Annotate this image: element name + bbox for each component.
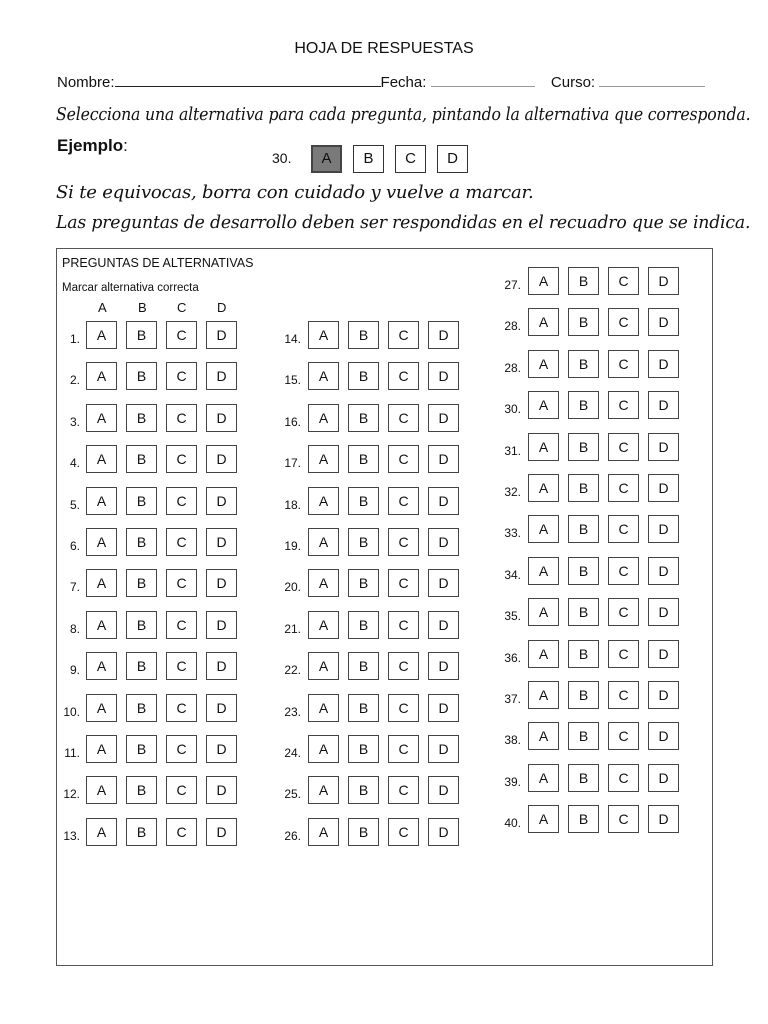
question-number: 37.	[504, 692, 521, 706]
answer-option-d[interactable]: D	[428, 487, 459, 515]
question-number: 39.	[504, 775, 521, 789]
question-number: 20.	[284, 580, 301, 594]
question-number: 22.	[284, 663, 301, 677]
answer-option-c[interactable]: C	[388, 818, 419, 846]
answer-option-d[interactable]: D	[648, 308, 679, 336]
question-number: 7.	[69, 580, 80, 594]
answer-option-d[interactable]: D	[206, 611, 237, 639]
answer-option-b[interactable]: B	[126, 735, 157, 763]
answer-option-d[interactable]: D	[428, 362, 459, 390]
answer-option-b[interactable]: B	[348, 652, 379, 680]
answer-option-d[interactable]: D	[648, 391, 679, 419]
question-number: 3.	[69, 415, 80, 429]
answer-option-c[interactable]: C	[608, 557, 639, 585]
answer-option-b[interactable]: B	[126, 487, 157, 515]
answer-option-c[interactable]: C	[166, 611, 197, 639]
question-number: 40.	[504, 816, 521, 830]
answer-option-c[interactable]: C	[608, 640, 639, 668]
question-number: 32.	[504, 485, 521, 499]
question-number: 24.	[284, 746, 301, 760]
answer-option-d[interactable]: D	[206, 569, 237, 597]
answer-option-a[interactable]: A	[86, 694, 117, 722]
curso-field[interactable]	[599, 72, 705, 87]
answer-option-b[interactable]: B	[348, 694, 379, 722]
answer-option-a[interactable]: A	[308, 445, 339, 473]
answer-option-c[interactable]: C	[608, 308, 639, 336]
answer-option-b[interactable]: B	[348, 404, 379, 432]
answer-option-b[interactable]: B	[126, 776, 157, 804]
answer-option-c[interactable]: C	[388, 776, 419, 804]
answer-option-c[interactable]: C	[166, 735, 197, 763]
question-number: 12.	[63, 787, 80, 801]
question-number: 34.	[504, 568, 521, 582]
answer-option-c[interactable]: C	[388, 694, 419, 722]
answer-option-d[interactable]: D	[206, 694, 237, 722]
answer-option-a[interactable]: A	[308, 362, 339, 390]
answer-option-b[interactable]: B	[568, 474, 599, 502]
answer-option-d[interactable]: D	[206, 818, 237, 846]
answer-option-b[interactable]: B	[348, 735, 379, 763]
answer-option-d[interactable]: D	[206, 487, 237, 515]
answer-option-d[interactable]: D	[648, 433, 679, 461]
answer-option-c[interactable]: C	[166, 694, 197, 722]
answer-option-d[interactable]: D	[648, 681, 679, 709]
answer-option-b[interactable]: B	[348, 611, 379, 639]
answer-option-a[interactable]: A	[528, 350, 559, 378]
answer-option-b[interactable]: B	[568, 681, 599, 709]
question-number: 26.	[284, 829, 301, 843]
answer-option-a[interactable]: A	[528, 640, 559, 668]
page-title: HOJA DE RESPUESTAS	[294, 40, 474, 57]
answer-option-c[interactable]: C	[388, 569, 419, 597]
example-label	[57, 136, 128, 156]
answer-option-a[interactable]: A	[308, 321, 339, 349]
answer-option-c[interactable]: C	[388, 487, 419, 515]
instruction-line-3: Las preguntas de desarrollo deben ser respondidas en el recuadro que se indica.	[56, 212, 751, 233]
answer-option-d[interactable]: D	[648, 267, 679, 295]
answer-option-b[interactable]: B	[568, 391, 599, 419]
answer-option-c[interactable]: C	[388, 652, 419, 680]
answer-option-d[interactable]: D	[206, 362, 237, 390]
answer-option-b[interactable]: B	[126, 569, 157, 597]
answer-option-c[interactable]: C	[608, 764, 639, 792]
answer-option-d[interactable]: D	[648, 640, 679, 668]
question-number: 31.	[504, 444, 521, 458]
question-number: 10.	[63, 705, 80, 719]
answer-option-c[interactable]: C	[166, 487, 197, 515]
question-number: 33.	[504, 526, 521, 540]
question-number: 21.	[284, 622, 301, 636]
answer-option-b[interactable]: B	[348, 776, 379, 804]
answer-option-b[interactable]: B	[126, 652, 157, 680]
nombre-field[interactable]	[115, 72, 381, 87]
answer-option-d[interactable]: D	[428, 652, 459, 680]
answer-option-a[interactable]: A	[308, 652, 339, 680]
answer-option-a[interactable]: A	[528, 764, 559, 792]
question-number: 30.	[504, 402, 521, 416]
answer-option-b[interactable]: B	[348, 818, 379, 846]
question-number: 18.	[284, 498, 301, 512]
answer-option-a[interactable]: A	[86, 321, 117, 349]
answer-option-d[interactable]: D	[206, 445, 237, 473]
example-option-b: B	[353, 145, 384, 173]
answer-option-d[interactable]: D	[428, 735, 459, 763]
answer-option-b[interactable]: B	[126, 362, 157, 390]
answer-option-c[interactable]: C	[166, 818, 197, 846]
answer-option-d[interactable]: D	[428, 569, 459, 597]
answer-option-c[interactable]: C	[166, 652, 197, 680]
answer-option-c[interactable]: C	[608, 805, 639, 833]
answer-option-a[interactable]: A	[308, 735, 339, 763]
example-option-c: C	[395, 145, 426, 173]
answer-option-c[interactable]: C	[608, 474, 639, 502]
answer-option-b[interactable]: B	[126, 611, 157, 639]
answer-option-c[interactable]: C	[388, 362, 419, 390]
nombre-label: Nombre:	[57, 74, 115, 91]
question-number: 13.	[63, 829, 80, 843]
answer-option-a[interactable]: A	[86, 487, 117, 515]
answer-option-a[interactable]: A	[528, 598, 559, 626]
answer-option-a[interactable]: A	[308, 569, 339, 597]
column-header-d: D	[217, 300, 227, 315]
answer-option-b[interactable]: B	[126, 528, 157, 556]
answer-option-b[interactable]: B	[568, 557, 599, 585]
answer-option-d[interactable]: D	[428, 528, 459, 556]
answer-option-c[interactable]: C	[608, 391, 639, 419]
answer-option-a[interactable]: A	[308, 611, 339, 639]
answer-option-c[interactable]: C	[166, 569, 197, 597]
answer-option-c[interactable]: C	[388, 404, 419, 432]
answer-option-a[interactable]: A	[528, 722, 559, 750]
answer-option-a[interactable]: A	[86, 362, 117, 390]
question-number: 17.	[284, 456, 301, 470]
instruction-line-1: Selecciona una alternativa para cada pregunta, pintando la alternativa que corresponda.	[56, 104, 751, 125]
question-number: 4.	[69, 456, 80, 470]
answer-option-a[interactable]: A	[308, 528, 339, 556]
answer-option-c[interactable]: C	[388, 611, 419, 639]
answer-option-c[interactable]: C	[166, 321, 197, 349]
answer-option-b[interactable]: B	[348, 487, 379, 515]
question-number: 14.	[284, 332, 301, 346]
answer-option-b[interactable]: B	[126, 404, 157, 432]
question-number: 25.	[284, 787, 301, 801]
answer-option-a[interactable]: A	[86, 404, 117, 432]
answer-option-b[interactable]: B	[568, 722, 599, 750]
answer-option-d[interactable]: D	[648, 350, 679, 378]
answer-option-c[interactable]: C	[608, 267, 639, 295]
answer-option-a[interactable]: A	[86, 611, 117, 639]
answer-option-d[interactable]: D	[648, 598, 679, 626]
answer-option-c[interactable]: C	[166, 528, 197, 556]
example-label-text: Ejemplo	[57, 136, 124, 155]
answer-option-c[interactable]: C	[608, 515, 639, 543]
answer-option-d[interactable]: D	[206, 652, 237, 680]
example-colon: :	[123, 136, 128, 155]
answer-option-d[interactable]: D	[206, 776, 237, 804]
question-number: 28.	[504, 319, 521, 333]
answer-option-c[interactable]: C	[166, 445, 197, 473]
answer-option-d[interactable]: D	[428, 404, 459, 432]
answer-option-b[interactable]: B	[568, 308, 599, 336]
question-number: 5.	[69, 498, 80, 512]
section-subtitle: Marcar alternativa correcta	[62, 282, 199, 294]
answer-option-b[interactable]: B	[126, 818, 157, 846]
answer-option-b[interactable]: B	[348, 528, 379, 556]
question-number: 23.	[284, 705, 301, 719]
answer-option-a[interactable]: A	[86, 569, 117, 597]
answer-option-b[interactable]: B	[126, 445, 157, 473]
answer-option-d[interactable]: D	[648, 557, 679, 585]
answer-option-a[interactable]: A	[528, 515, 559, 543]
answer-option-c[interactable]: C	[166, 362, 197, 390]
example-question-number: 30.	[272, 150, 292, 166]
answer-option-d[interactable]: D	[206, 404, 237, 432]
question-number: 9.	[69, 663, 80, 677]
answer-option-b[interactable]: B	[348, 445, 379, 473]
answer-option-a[interactable]: A	[528, 433, 559, 461]
answer-option-b[interactable]: B	[126, 321, 157, 349]
answer-option-a[interactable]: A	[528, 805, 559, 833]
answer-option-a[interactable]: A	[528, 474, 559, 502]
example-option-d: D	[437, 145, 468, 173]
answer-option-d[interactable]: D	[206, 735, 237, 763]
answer-option-a[interactable]: A	[308, 776, 339, 804]
answer-option-a[interactable]: A	[86, 735, 117, 763]
answer-option-a[interactable]: A	[86, 528, 117, 556]
column-header-b: B	[138, 300, 147, 315]
answer-option-d[interactable]: D	[428, 694, 459, 722]
fecha-label: Fecha:	[380, 74, 427, 91]
answer-option-c[interactable]: C	[608, 722, 639, 750]
answer-option-b[interactable]: B	[126, 694, 157, 722]
answer-option-b[interactable]: B	[348, 362, 379, 390]
answer-option-b[interactable]: B	[568, 640, 599, 668]
answer-option-b[interactable]: B	[568, 515, 599, 543]
section-title: PREGUNTAS DE ALTERNATIVAS	[62, 256, 254, 270]
question-number: 19.	[284, 539, 301, 553]
curso-label: Curso:	[550, 74, 596, 91]
student-info-row	[57, 72, 705, 91]
answer-option-c[interactable]: C	[608, 681, 639, 709]
question-number: 1.	[69, 332, 80, 346]
answer-option-a[interactable]: A	[86, 776, 117, 804]
answer-option-b[interactable]: B	[568, 598, 599, 626]
answer-option-c[interactable]: C	[608, 433, 639, 461]
answer-option-d[interactable]: D	[648, 722, 679, 750]
answer-option-a[interactable]: A	[308, 818, 339, 846]
answer-option-a[interactable]: A	[528, 557, 559, 585]
answer-option-d[interactable]: D	[206, 321, 237, 349]
answer-option-b[interactable]: B	[568, 350, 599, 378]
answer-option-d[interactable]: D	[428, 445, 459, 473]
answer-option-b[interactable]: B	[568, 267, 599, 295]
answer-option-c[interactable]: C	[388, 735, 419, 763]
answer-option-c[interactable]: C	[166, 404, 197, 432]
answer-option-d[interactable]: D	[648, 764, 679, 792]
answer-option-c[interactable]: C	[388, 445, 419, 473]
question-number: 35.	[504, 609, 521, 623]
answer-option-b[interactable]: B	[568, 805, 599, 833]
answer-option-d[interactable]: D	[428, 818, 459, 846]
answer-option-a[interactable]: A	[86, 818, 117, 846]
question-number: 6.	[69, 539, 80, 553]
column-header-c: C	[177, 300, 187, 315]
answer-option-d[interactable]: D	[648, 515, 679, 543]
question-number: 38.	[504, 733, 521, 747]
answer-option-b[interactable]: B	[348, 321, 379, 349]
column-header-a: A	[98, 300, 107, 315]
answer-option-c[interactable]: C	[608, 598, 639, 626]
answer-option-a[interactable]: A	[528, 391, 559, 419]
question-number: 11.	[64, 746, 80, 760]
answer-option-d[interactable]: D	[648, 474, 679, 502]
example-option-a: A	[311, 145, 342, 173]
answer-option-c[interactable]: C	[166, 776, 197, 804]
question-number: 8.	[69, 622, 80, 636]
answer-option-d[interactable]: D	[428, 611, 459, 639]
answer-option-b[interactable]: B	[348, 569, 379, 597]
answer-option-a[interactable]: A	[528, 308, 559, 336]
answer-option-c[interactable]: C	[388, 321, 419, 349]
fecha-field[interactable]	[431, 72, 535, 87]
answer-option-a[interactable]: A	[86, 445, 117, 473]
question-number: 2.	[69, 373, 80, 387]
question-number: 16.	[284, 415, 301, 429]
answer-option-b[interactable]: B	[568, 764, 599, 792]
answer-option-c[interactable]: C	[388, 528, 419, 556]
answer-option-c[interactable]: C	[608, 350, 639, 378]
answer-option-b[interactable]: B	[568, 433, 599, 461]
answer-option-d[interactable]: D	[206, 528, 237, 556]
answer-option-d[interactable]: D	[648, 805, 679, 833]
question-number: 27.	[504, 278, 521, 292]
answer-option-a[interactable]: A	[528, 681, 559, 709]
answer-option-d[interactable]: D	[428, 321, 459, 349]
answer-option-a[interactable]: A	[308, 694, 339, 722]
answer-option-a[interactable]: A	[308, 487, 339, 515]
answer-option-a[interactable]: A	[86, 652, 117, 680]
answer-option-a[interactable]: A	[528, 267, 559, 295]
instruction-line-2: Si te equivocas, borra con cuidado y vuelve a marcar.	[56, 182, 534, 203]
question-number: 15.	[284, 373, 301, 387]
answer-option-d[interactable]: D	[428, 776, 459, 804]
question-number: 36.	[504, 651, 521, 665]
question-number: 28.	[504, 361, 521, 375]
answer-option-a[interactable]: A	[308, 404, 339, 432]
